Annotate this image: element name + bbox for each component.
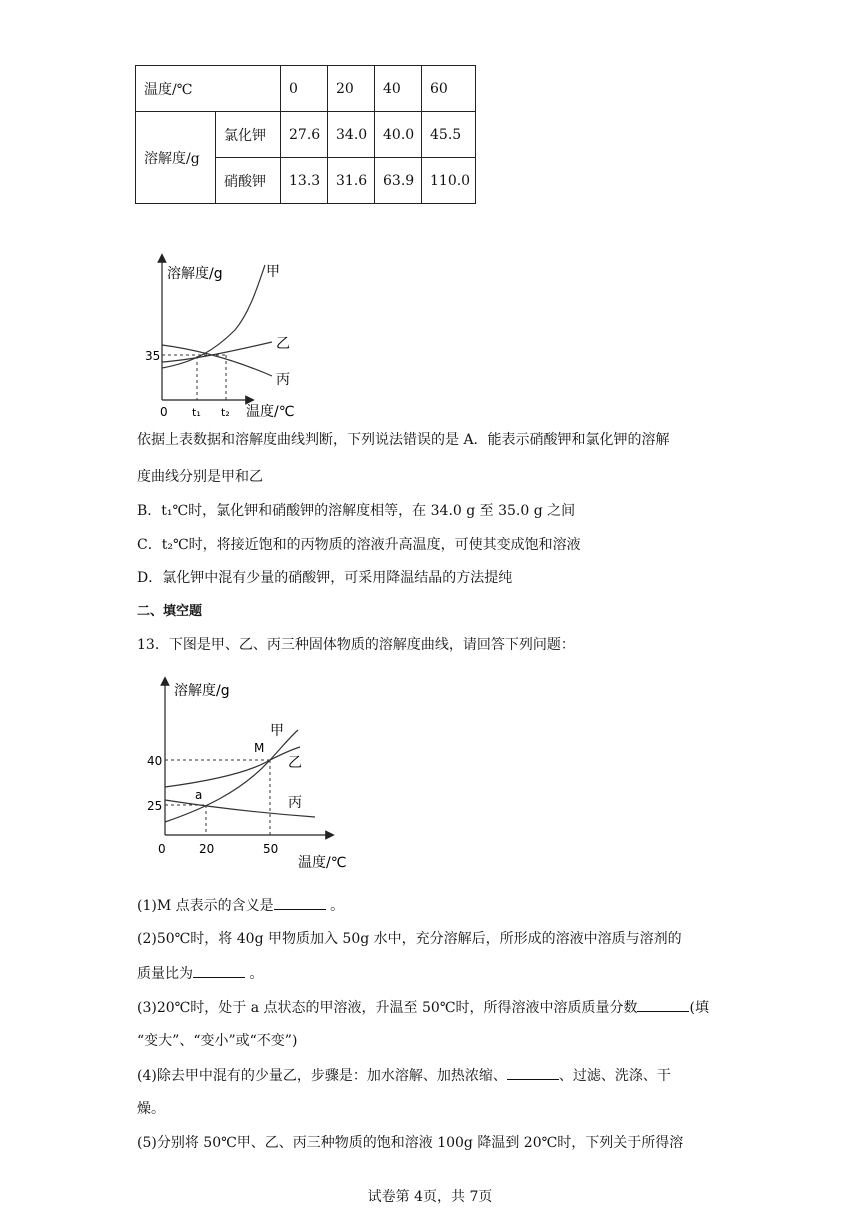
series-label-yi: 乙 [288,755,302,771]
answer-blank[interactable] [637,997,689,1012]
solubility-curve-figure-2 [140,675,355,875]
solubility-table [135,65,476,204]
table-row [136,66,476,112]
x-tick-label: t₁ [192,406,201,419]
question-12-stem: 依据上表数据和溶解度曲线判断，下列说法错误的是 A．能表示硝酸钾和氯化钾的溶解 [137,432,670,448]
solubility-curve-figure-1 [140,250,320,425]
temp-header: 温度/℃ [136,66,281,112]
question-13-part-2-cont: 质量比为 。 [137,963,263,984]
series-label-bing: 丙 [276,372,290,388]
section-title: 二、填空题 [137,604,203,619]
value-cell: 40.0 [375,112,422,158]
curve-jia [165,730,298,822]
option-b: B．t₁℃时，氯化钾和硝酸钾的溶解度相等，在 34.0 g 至 35.0 g 之间 [137,503,576,519]
x-axis-label: 温度/℃ [246,404,295,420]
group-label: 溶解度/g [136,112,216,204]
answer-blank[interactable] [193,963,245,978]
answer-blank[interactable] [507,1065,559,1080]
value-cell: 13.3 [281,158,328,204]
x-tick-label: 50 [263,842,279,856]
question-12-stem-cont: 度曲线分别是甲和乙 [137,469,263,485]
value-cell: 27.6 [281,112,328,158]
page-footer: 试卷第 4页，共 7页 [367,1189,493,1205]
option-c: C．t₂℃时，将接近饱和的丙物质的溶液升高温度，可使其变成饱和溶液 [137,537,581,553]
question-13-part-2: (2)50℃时，将 40g 甲物质加入 50g 水中，充分溶解后，所形成的溶液中溶质与溶剂的 [137,931,682,947]
temp-cell: 60 [422,66,476,112]
y-axis-label: 溶解度/g [174,683,230,699]
question-13-part-5: (5)分别将 50℃甲、乙、丙三种物质的饱和溶液 100g 降温到 20℃时，下列关于所得溶 [137,1135,684,1151]
series-label-bing: 丙 [288,795,302,811]
x-tick-label: 20 [199,842,215,856]
origin-label: 0 [158,842,166,856]
x-tick-label: t₂ [221,406,230,419]
series-label-yi: 乙 [276,336,290,352]
question-13-stem: 13．下图是甲、乙、丙三种固体物质的溶解度曲线，请回答下列问题： [137,637,575,653]
question-13-part-4: (4)除去甲中混有的少量乙，步骤是：加水溶解、加热浓缩、 、过滤、洗涤、干 [137,1065,671,1086]
temp-cell: 0 [281,66,328,112]
question-13-part-3-cont: “变大”、“变小”或“不变”) [137,1033,298,1049]
value-cell: 34.0 [328,112,375,158]
point-label-m: M [254,741,265,755]
answer-blank[interactable] [274,895,326,910]
value-cell: 31.6 [328,158,375,204]
value-cell: 63.9 [375,158,422,204]
temp-cell: 20 [328,66,375,112]
value-cell: 110.0 [422,158,476,204]
x-axis-label: 温度/℃ [298,855,347,871]
y-axis-label: 溶解度/g [167,266,223,282]
substance-name: 硝酸钾 [216,158,281,204]
question-13-part-4-cont: 燥。 [137,1101,165,1117]
substance-name: 氯化钾 [216,112,281,158]
question-13-part-1: (1)M 点表示的含义是 。 [137,895,344,916]
option-d: D．氯化钾中混有少量的硝酸钾，可采用降温结晶的方法提纯 [137,570,513,586]
series-label-jia: 甲 [270,723,284,739]
y-tick-label: 25 [147,799,163,813]
value-cell: 45.5 [422,112,476,158]
series-label-jia: 甲 [266,264,280,280]
question-13-part-3: (3)20℃时，处于 a 点状态的甲溶液，升温至 50℃时，所得溶液中溶质质量分数 (填 [137,997,709,1018]
temp-cell: 40 [375,66,422,112]
table-row [136,112,476,158]
y-tick-label: 40 [147,754,163,768]
y-tick-label: 35 [145,349,161,363]
curve-yi [165,747,300,787]
origin-label: 0 [160,405,168,419]
point-label-a: a [195,788,203,802]
